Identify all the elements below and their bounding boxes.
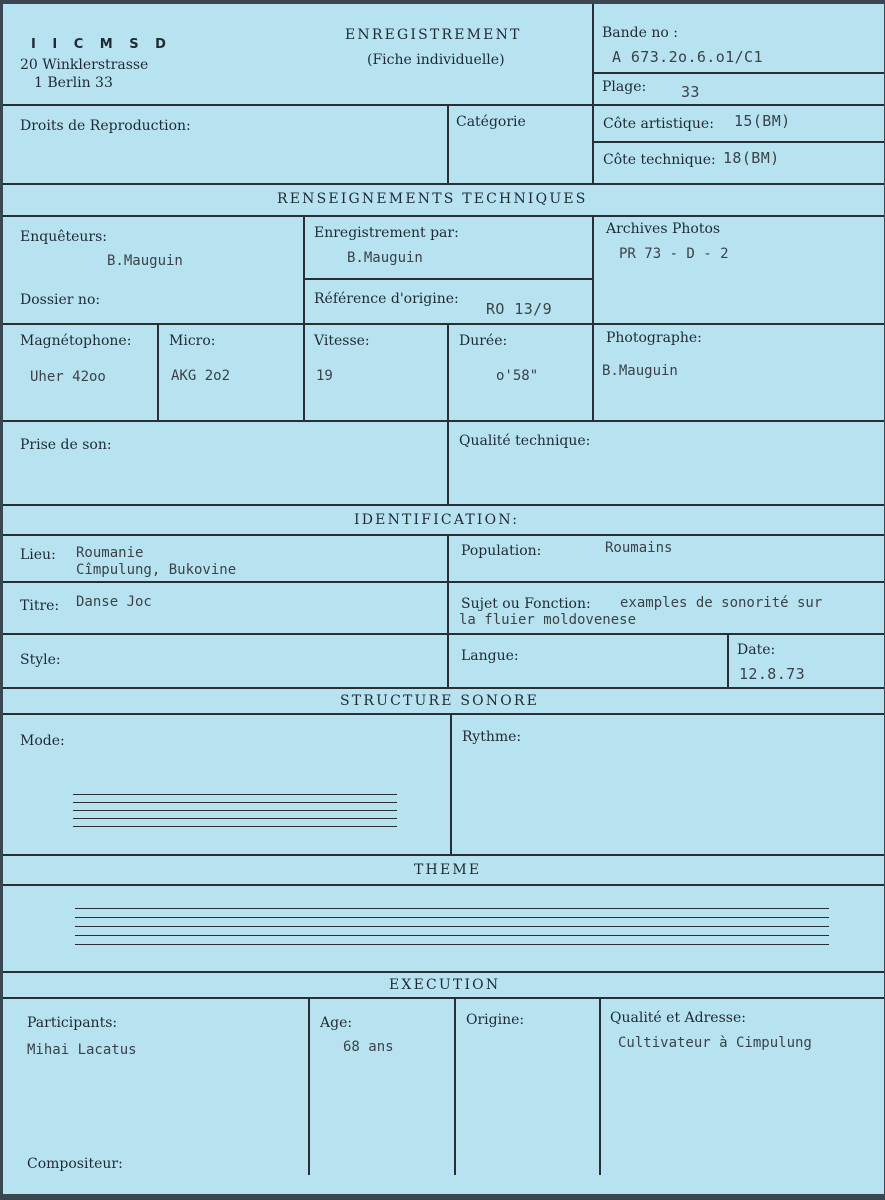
staff-line	[73, 794, 397, 795]
rythme-label: Rythme:	[462, 729, 522, 745]
rule	[454, 997, 456, 1175]
org-address-city: 1 Berlin 33	[34, 75, 113, 91]
lieu-value-town: Cîmpulung, Bukovine	[76, 562, 237, 578]
style-label: Style:	[20, 652, 61, 668]
staff-line	[73, 818, 397, 819]
plage-label: Plage:	[602, 79, 647, 95]
enregistrement-par-label: Enregistrement par:	[314, 225, 459, 241]
rule	[3, 534, 884, 536]
rule	[3, 183, 884, 185]
qualite-adresse-value: Cultivateur à Cimpulung	[618, 1035, 812, 1051]
rule	[3, 633, 884, 635]
staff-line	[73, 810, 397, 811]
org-address-street: 20 Winklerstrasse	[20, 57, 149, 73]
org-name: I I C M S D	[31, 37, 172, 52]
qualite-adresse-label: Qualité et Adresse:	[610, 1010, 746, 1026]
cote-artistique-label: Côte artistique:	[603, 116, 714, 132]
section-identification: IDENTIFICATION:	[354, 512, 520, 528]
rule	[3, 997, 884, 999]
rule	[447, 104, 449, 183]
duree-value: o'58"	[496, 368, 539, 384]
enqueteurs-label: Enquêteurs:	[20, 229, 108, 245]
photographe-label: Photographe:	[606, 330, 702, 346]
rule	[3, 581, 884, 583]
date-label: Date:	[737, 642, 776, 658]
titre-value: Danse Joc	[76, 594, 152, 610]
staff-line	[73, 802, 397, 803]
sujet-value-line2: la fluier moldovenese	[459, 612, 637, 628]
rule	[303, 278, 593, 280]
rule	[592, 4, 594, 183]
staff-line	[75, 926, 829, 927]
staff-line	[75, 935, 829, 936]
rule	[3, 323, 884, 325]
staff-line	[75, 908, 829, 909]
rule	[3, 854, 884, 856]
bande-label: Bande no :	[602, 25, 678, 41]
section-theme: THEME	[414, 862, 482, 878]
categorie-label: Catégorie	[456, 114, 526, 130]
date-value: 12.8.73	[739, 665, 806, 683]
population-value: Roumains	[605, 540, 673, 556]
droits-label: Droits de Reproduction:	[20, 118, 191, 134]
rule	[593, 72, 884, 74]
bande-value: A 673.2o.6.o1/C1	[612, 48, 763, 66]
rule	[3, 687, 884, 689]
lieu-label: Lieu:	[20, 547, 56, 563]
rule	[727, 633, 729, 687]
section-structure: STRUCTURE SONORE	[340, 693, 540, 709]
participants-value: Mihai Lacatus	[27, 1042, 137, 1058]
archives-photos-value: PR 73 - D - 2	[619, 246, 729, 262]
cote-technique-value: 18(BM)	[723, 149, 780, 167]
magnetophone-label: Magnétophone:	[20, 333, 132, 349]
rule	[3, 713, 884, 715]
archives-photos-label: Archives Photos	[606, 221, 721, 237]
lieu-value-country: Roumanie	[76, 545, 144, 561]
rule	[3, 504, 884, 506]
prise-de-son-label: Prise de son:	[20, 437, 112, 453]
rule	[593, 141, 884, 143]
rule	[308, 997, 310, 1175]
staff-line	[75, 917, 829, 918]
rule	[3, 215, 884, 217]
origine-label: Origine:	[466, 1012, 525, 1028]
rule	[157, 323, 159, 420]
rule	[3, 884, 884, 886]
rule	[3, 971, 884, 973]
form-subtitle: (Fiche individuelle)	[367, 52, 505, 68]
duree-label: Durée:	[459, 333, 508, 349]
rule	[3, 420, 884, 422]
cote-artistique-value: 15(BM)	[734, 112, 791, 130]
rule	[450, 713, 452, 854]
rule	[3, 104, 884, 106]
age-value: 68 ans	[343, 1039, 394, 1055]
age-label: Age:	[320, 1015, 353, 1031]
population-label: Population:	[461, 543, 542, 559]
cote-technique-label: Côte technique:	[603, 152, 716, 168]
participants-label: Participants:	[27, 1015, 118, 1031]
vitesse-label: Vitesse:	[314, 333, 370, 349]
form-title: ENREGISTREMENT	[345, 27, 522, 43]
rule	[303, 215, 305, 420]
qualite-technique-label: Qualité technique:	[459, 433, 591, 449]
sujet-value-line1: examples de sonorité sur	[620, 595, 823, 611]
titre-label: Titre:	[20, 598, 60, 614]
plage-value: 33	[681, 83, 700, 101]
section-techniques: RENSEIGNEMENTS TECHNIQUES	[277, 191, 588, 207]
rule	[447, 323, 449, 504]
enregistrement-par-value: B.Mauguin	[347, 250, 423, 266]
dossier-label: Dossier no:	[20, 292, 101, 308]
rule	[599, 997, 601, 1175]
enqueteurs-value: B.Mauguin	[107, 253, 183, 269]
micro-value: AKG 2o2	[171, 368, 231, 384]
staff-line	[75, 944, 829, 945]
section-execution: EXECUTION	[389, 977, 501, 993]
mode-label: Mode:	[20, 733, 65, 749]
reference-label: Référence d'origine:	[314, 291, 459, 307]
reference-value: RO 13/9	[486, 300, 553, 318]
rule	[592, 215, 594, 420]
photographe-value: B.Mauguin	[602, 363, 678, 379]
sujet-label: Sujet ou Fonction:	[461, 596, 591, 612]
record-card	[3, 4, 884, 1194]
langue-label: Langue:	[461, 648, 519, 664]
rule	[447, 534, 449, 687]
micro-label: Micro:	[169, 333, 216, 349]
staff-line	[73, 826, 397, 827]
compositeur-label: Compositeur:	[27, 1156, 123, 1172]
magnetophone-value: Uher 42oo	[30, 369, 106, 385]
vitesse-value: 19	[316, 368, 333, 384]
